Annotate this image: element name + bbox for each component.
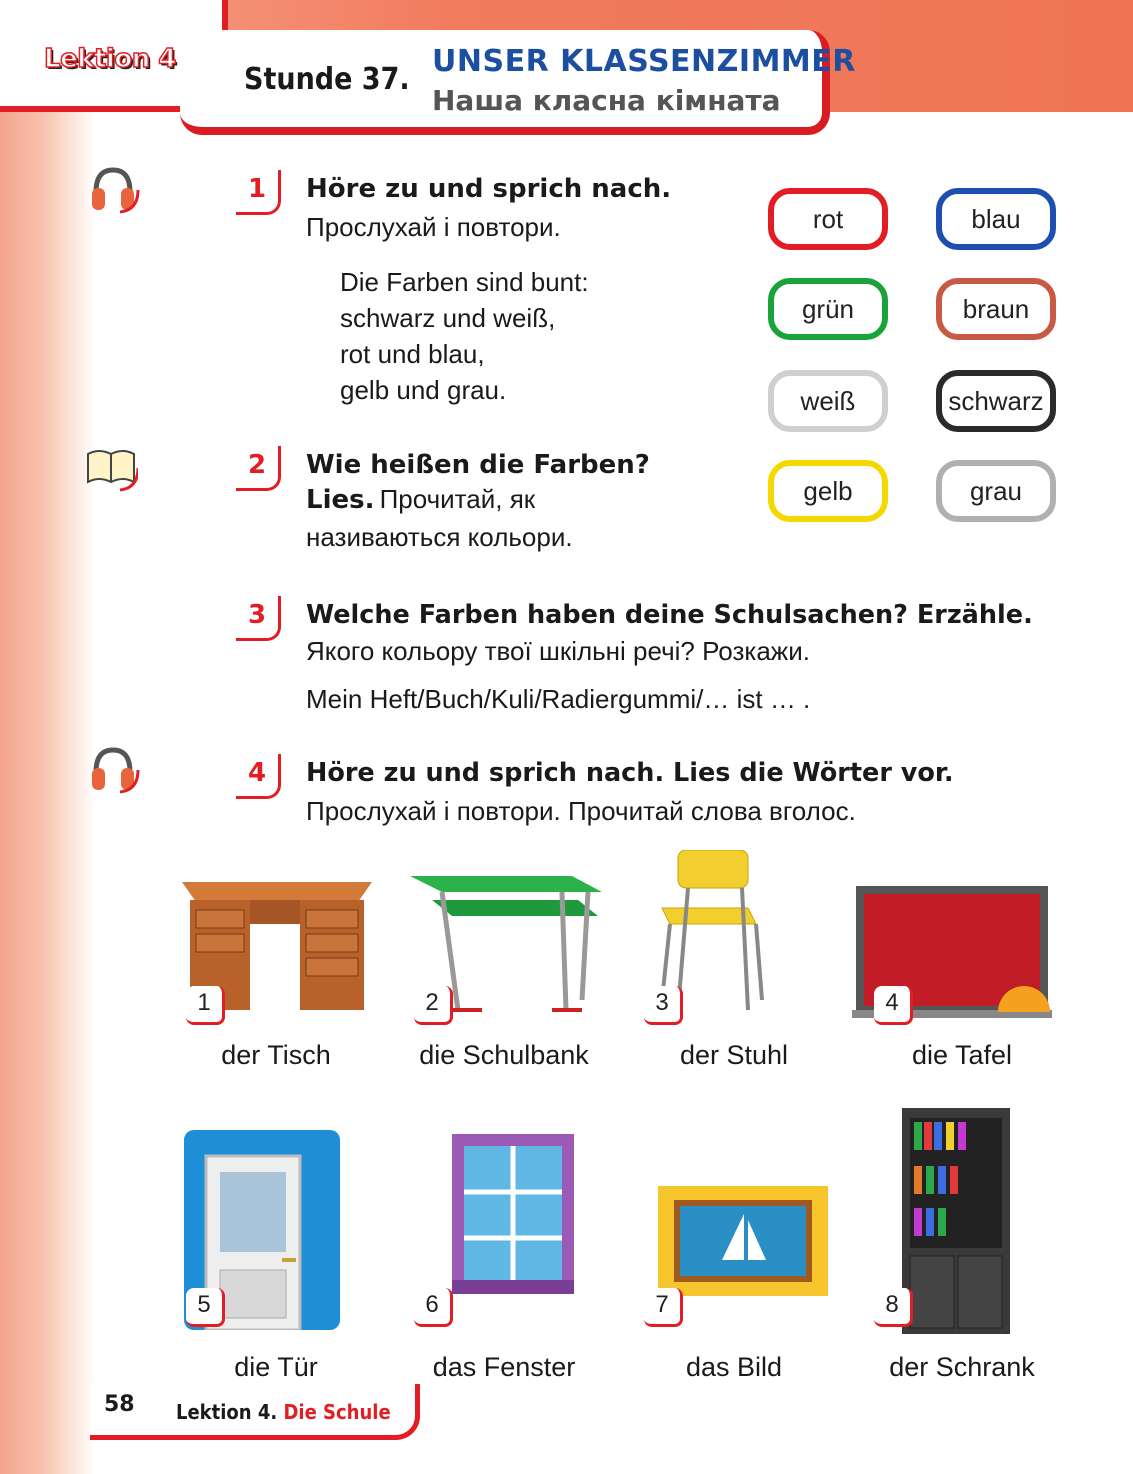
item-number: 8 [874, 1288, 913, 1327]
page-subtitle: Наша класна кімната [432, 84, 781, 117]
item-label: der Tisch [221, 1040, 331, 1070]
item-label: der Stuhl [679, 1040, 789, 1070]
item-label: die Tafel [911, 1040, 1013, 1070]
page-title: UNSER KLASSENZIMMER [432, 44, 856, 79]
item-number: 5 [186, 1288, 225, 1327]
color-chip-weiss: weiß [768, 370, 888, 432]
task3-pattern: Mein Heft/Buch/Kuli/Radiergummi/… ist … . [306, 684, 811, 714]
task1-instruction-ua: Прослухай і повтори. [306, 212, 561, 242]
task2-line [306, 484, 535, 515]
task2-instruction-ua: Прочитай, як [379, 484, 536, 514]
item-label: das Bild [685, 1352, 783, 1382]
color-chip-braun: braun [936, 278, 1056, 340]
task-number-1: 1 [236, 170, 281, 215]
window-icon [452, 1134, 574, 1294]
poem-line: rot und blau, [340, 339, 485, 369]
task4-instruction-de: Höre zu und sprich nach. Lies die Wörter vor. [306, 758, 954, 788]
item-number: 1 [186, 986, 225, 1025]
poem-line: Die Farben sind bunt: [340, 267, 589, 297]
left-margin-band [0, 0, 95, 1474]
color-chip-grau: grau [936, 460, 1056, 522]
poem-line: schwarz und weiß, [340, 303, 556, 333]
lektion-badge: Lektion 4 [44, 44, 176, 74]
bookcase-icon [902, 1108, 1010, 1334]
page-number: 58 [104, 1392, 135, 1417]
task3-instruction-ua: Якого кольору твої шкільні речі? Розкажи. [306, 636, 810, 666]
color-chip-schwarz: schwarz [936, 370, 1056, 432]
task3-instruction-de: Welche Farben haben deine Schulsachen? Erzähle. [306, 600, 1033, 630]
color-chip-gelb: gelb [768, 460, 888, 522]
footer-text [176, 1400, 391, 1424]
item-label: die Tür [234, 1352, 318, 1382]
item-number: 7 [644, 1288, 683, 1327]
item-number: 6 [414, 1288, 453, 1327]
lesson-number: Stunde 37. [244, 62, 410, 97]
color-chip-rot: rot [768, 188, 888, 250]
headphones-icon [86, 742, 140, 796]
poem-line: gelb und grau. [340, 375, 507, 405]
item-label: das Fenster [432, 1352, 576, 1382]
picture-icon [658, 1186, 828, 1296]
footer-topic: Die Schule [283, 1400, 391, 1424]
footer-lektion: Lektion 4. [176, 1400, 278, 1424]
item-label: der Schrank [889, 1352, 1035, 1382]
task4-instruction-ua: Прослухай і повтори. Прочитай слова вголос. [306, 796, 856, 826]
task-number-2: 2 [236, 446, 281, 491]
book-icon [84, 440, 138, 494]
task2-instruction-de: Wie heißen die Farben? [306, 450, 650, 480]
item-label: die Schulbank [419, 1040, 589, 1070]
item-number: 4 [874, 986, 913, 1025]
task-number-4: 4 [236, 754, 281, 799]
color-chip-gruen: grün [768, 278, 888, 340]
task1-instruction-de: Höre zu und sprich nach. [306, 174, 672, 204]
task2-instruction-ua-2: називаються кольори. [306, 522, 573, 552]
headphones-icon [86, 162, 140, 216]
task-number-3: 3 [236, 596, 281, 641]
color-chip-blau: blau [936, 188, 1056, 250]
task2-lies: Lies. [306, 485, 375, 515]
color-poem [340, 264, 589, 408]
item-number: 2 [414, 986, 453, 1025]
item-number: 3 [644, 986, 683, 1025]
